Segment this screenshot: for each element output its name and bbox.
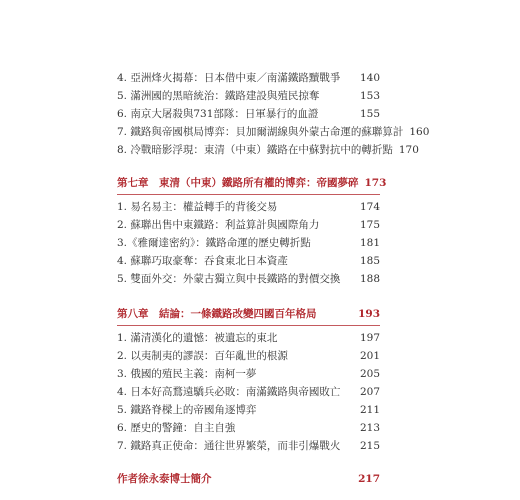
- toc-entry-page: 211: [359, 404, 380, 416]
- toc-entry: [117, 270, 380, 288]
- toc-entry-title: 5. 滿洲國的黑暗統治：鐵路建設與殖民掠奪: [117, 90, 320, 102]
- chapter-7-title: 第七章 東清（中東）鐵路所有權的博弈：帝國夢碎: [117, 177, 359, 189]
- toc-entry: [117, 69, 380, 87]
- toc-entry-page: 213: [359, 422, 380, 434]
- toc-entry: [117, 198, 380, 216]
- chapter-7-divider: [117, 194, 380, 195]
- toc-entry-title: 7. 鐵路與帝國棋局博弈：貝加爾湖線與外蒙古命運的蘇聯算計: [117, 126, 404, 138]
- chapter-8-page: 193: [358, 308, 380, 320]
- author-bio-title: 作者徐永泰博士簡介: [117, 473, 212, 485]
- toc-entry: [117, 347, 380, 365]
- toc-entry-page: 185: [359, 255, 380, 267]
- toc-entry-page: 197: [359, 332, 380, 344]
- toc-entry-page: 188: [359, 273, 380, 285]
- toc-entry-title: 6. 歷史的警鐘：自主自強: [117, 422, 236, 434]
- toc-entry-page: 201: [359, 350, 380, 362]
- toc-entry-title: 5. 鐵路脊樑上的帝國角逐博弈: [117, 404, 257, 416]
- toc-entry-page: 155: [359, 108, 380, 120]
- toc-entry: [117, 234, 380, 252]
- author-bio-page: 217: [358, 473, 380, 485]
- toc-entry-page: 174: [359, 201, 380, 213]
- toc-entry-title: 4. 亞洲烽火揭幕：日本借中東／南滿鐵路黷戰爭: [117, 72, 341, 84]
- toc-entry: [117, 216, 380, 234]
- toc-entry-page: 207: [359, 386, 380, 398]
- toc-entry-page: 175: [359, 219, 380, 231]
- toc-entry-title: 7. 鐵路真正使命：通往世界繁榮，而非引爆戰火: [117, 440, 341, 452]
- toc-entry: [117, 383, 380, 401]
- toc-entry: [117, 87, 380, 105]
- toc-entry-page: 170: [398, 144, 419, 156]
- toc-entry-title: 2. 以夷制夷的謬誤：百年亂世的根源: [117, 350, 288, 362]
- toc-entry: [117, 141, 419, 159]
- toc-entry-title: 3.《雅爾達密約》：鐵路命運的歷史轉折點: [117, 237, 311, 249]
- toc-entry-page: 181: [359, 237, 380, 249]
- toc-entry-title: 1. 滿清漢化的遺憾：被遺忘的東北: [117, 332, 278, 344]
- toc-entry-page: 160: [409, 126, 430, 138]
- chapter-8-divider: [117, 325, 380, 326]
- toc-entry: [117, 123, 430, 141]
- chapter-8-heading: [117, 305, 380, 323]
- toc-entry-page: 153: [359, 90, 380, 102]
- toc-entry: [117, 401, 380, 419]
- toc-entry: [117, 419, 380, 437]
- toc-entry-title: 6. 南京大屠殺與731部隊：日軍暴行的血證: [117, 108, 319, 120]
- toc-entry: [117, 252, 380, 270]
- toc-entry-title: 3. 俄國的殖民主義：南柯一夢: [117, 368, 257, 380]
- toc-entry-title: 1. 易名易主：權益轉手的背後交易: [117, 201, 278, 213]
- toc-entry: [117, 329, 380, 347]
- toc-entry-page: 205: [359, 368, 380, 380]
- toc-entry-title: 4. 蘇聯巧取豪奪：吞食東北日本資產: [117, 255, 288, 267]
- toc-entry-title: 8. 冷戰暗影浮現：東清（中東）鐵路在中蘇對抗中的轉折點: [117, 144, 393, 156]
- toc-entry: [117, 105, 380, 123]
- chapter-7-page: 173: [364, 177, 387, 189]
- toc-entry: [117, 437, 380, 455]
- chapter-8-title: 第八章 結論：一條鐵路改變四國百年格局: [117, 308, 317, 320]
- toc-entry: [117, 365, 380, 383]
- toc-entry-page: 215: [359, 440, 380, 452]
- author-bio-heading: [117, 470, 380, 488]
- toc-entry-page: 140: [359, 72, 380, 84]
- toc-entry-title: 5. 雙面外交：外蒙古獨立與中長鐵路的對價交換: [117, 273, 341, 285]
- chapter-7-heading: [117, 174, 387, 192]
- toc-entry-title: 4. 日本好高鶩遠驕兵必敗：南滿鐵路與帝國敗亡: [117, 386, 341, 398]
- toc-entry-title: 2. 蘇聯出售中東鐵路：利益算計與國際角力: [117, 219, 320, 231]
